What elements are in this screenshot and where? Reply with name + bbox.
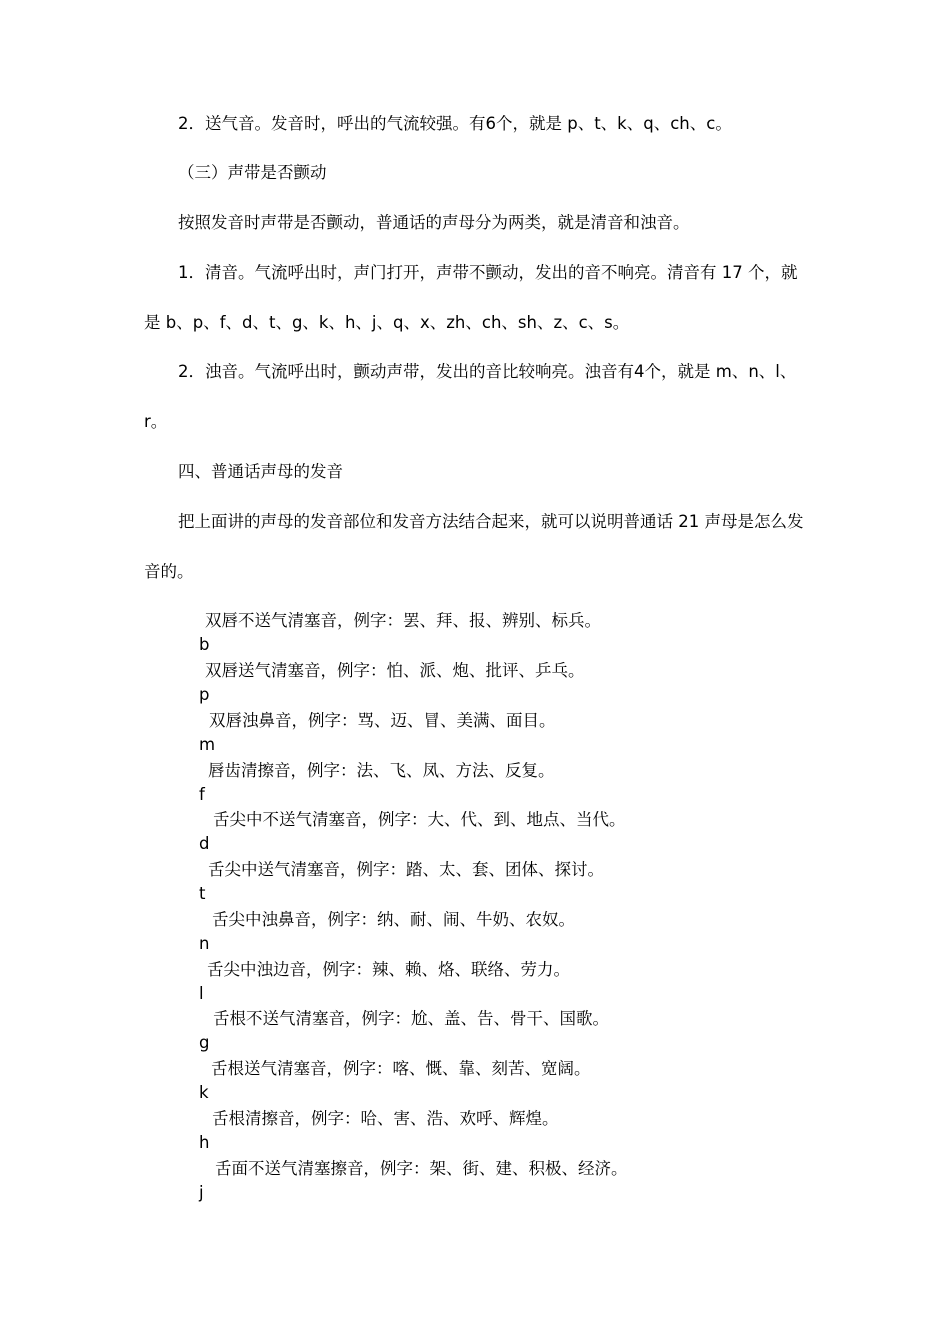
initial-code: l <box>198 984 204 1003</box>
initial-code: n <box>198 934 210 953</box>
initial-code: m <box>198 735 216 754</box>
initial-description: 双唇送气清塞音，例字：怕、派、炮、批评、乒乓。 <box>205 661 585 680</box>
paragraph-voiced-line2: r。 <box>144 412 168 431</box>
initial-code: t <box>198 884 206 903</box>
initial-code: g <box>198 1033 210 1052</box>
section-heading-vocal-cords: （三）声带是否颤动 <box>178 163 327 182</box>
paragraph-voiced-line1: 2．浊音。气流呼出时，颤动声带，发出的音比较响亮。浊音有4个，就是 m、n、l、 <box>178 362 797 381</box>
paragraph-aspirated: 2．送气音。发音时，呼出的气流较强。有6个，就是 p、t、k、q、ch、c。 <box>178 114 732 133</box>
initial-code: d <box>198 834 210 853</box>
initial-description: 舌尖中浊鼻音，例字：纳、耐、闹、牛奶、农奴。 <box>212 910 575 929</box>
initial-code: h <box>198 1133 210 1152</box>
paragraph-voiceless-line2: 是 b、p、f、d、t、g、k、h、j、q、x、zh、ch、sh、z、c、s。 <box>144 313 630 332</box>
initial-description: 舌尖中不送气清塞音，例字：大、代、到、地点、当代。 <box>213 810 626 829</box>
initial-code: j <box>198 1183 204 1202</box>
initial-description: 唇齿清擦音，例字：法、飞、凤、方法、反复。 <box>208 761 555 780</box>
section-heading-pronunciation: 四、普通话声母的发音 <box>178 462 343 481</box>
initial-description: 舌尖中送气清塞音，例字：踏、太、套、团体、探讨。 <box>208 860 604 879</box>
paragraph-combined-line1: 把上面讲的声母的发音部位和发音方法结合起来，就可以说明普通话 21 声母是怎么发 <box>178 512 804 531</box>
initial-description: 舌尖中浊边音，例字：辣、赖、烙、联络、劳力。 <box>207 960 570 979</box>
initial-code: b <box>198 635 210 654</box>
initial-description: 双唇不送气清塞音，例字：罢、拜、报、辨别、标兵。 <box>205 611 601 630</box>
paragraph-voiceless-line1: 1．清音。气流呼出时，声门打开，声带不颤动，发出的音不响亮。清音有 17 个，就 <box>178 263 798 282</box>
initial-code: p <box>198 685 210 704</box>
initial-description: 双唇浊鼻音，例字：骂、迈、冒、美满、面目。 <box>209 711 556 730</box>
initial-description: 舌面不送气清塞擦音，例字：架、街、建、积极、经济。 <box>215 1159 628 1178</box>
paragraph-combined-line2: 音的。 <box>144 562 194 581</box>
initial-code: k <box>198 1083 209 1102</box>
initial-description: 舌根送气清塞音，例字：喀、慨、靠、刻苦、宽阔。 <box>211 1059 591 1078</box>
list-item <box>178 1157 628 1253</box>
initial-description: 舌根清擦音，例字：哈、害、浩、欢呼、辉煌。 <box>212 1109 559 1128</box>
initial-code: f <box>198 785 205 804</box>
initial-description: 舌根不送气清塞音，例字：尬、盖、告、骨干、国歌。 <box>213 1009 609 1028</box>
paragraph-voicing-intro: 按照发音时声带是否颤动，普通话的声母分为两类，就是清音和浊音。 <box>178 213 690 232</box>
